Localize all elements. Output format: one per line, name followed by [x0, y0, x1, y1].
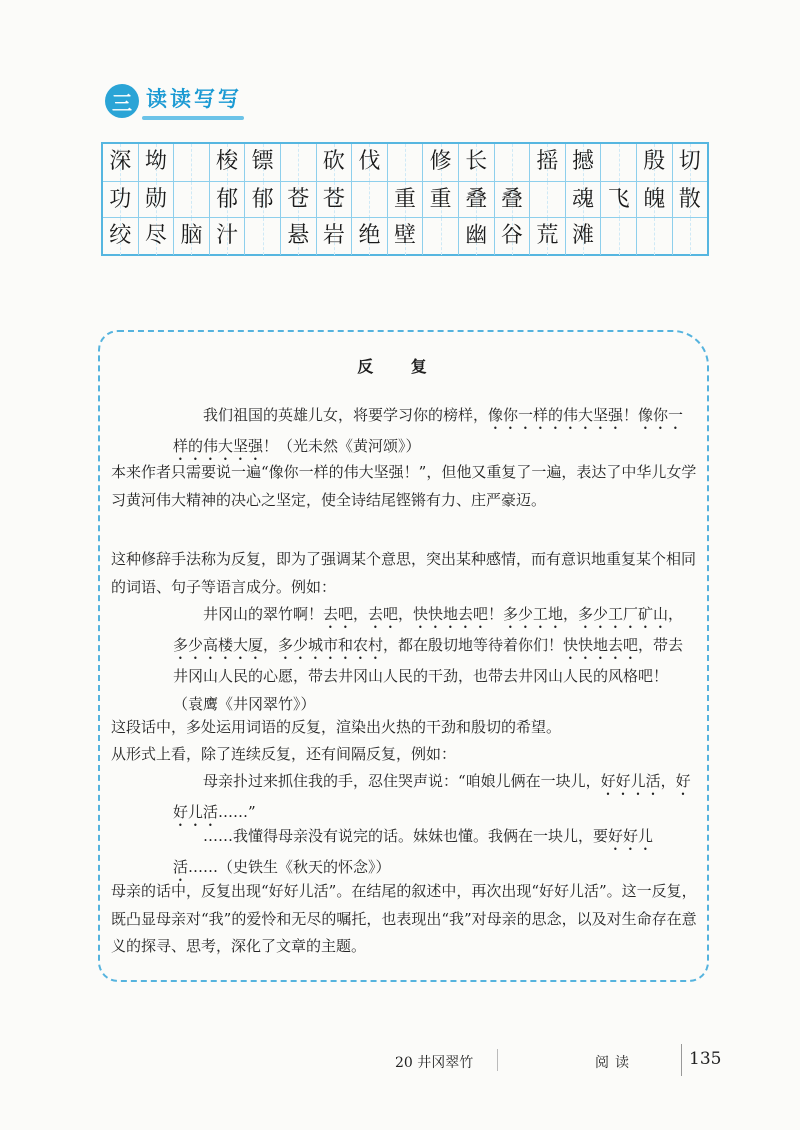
grid-cell: 汁 [210, 218, 246, 255]
grid-cell: 深 [103, 144, 139, 181]
grid-cell: 绝 [352, 218, 388, 255]
grid-cell: 梭 [210, 144, 246, 181]
grid-cell: 壁 [388, 218, 424, 255]
grid-cell: 魄 [637, 182, 673, 219]
grid-cell: 悬 [281, 218, 317, 255]
grid-cell [423, 218, 459, 255]
body-paragraph: 这段话中，多处运用词语的反复，渲染出火热的干劲和殷切的希望。 [111, 718, 562, 736]
footer-section: 阅读 [595, 1055, 635, 1071]
body-paragraph: 这种修辞手法称为反复，即为了强调某个意思，突出某种感情，而有意识地重复某个相同的词语、句子等语言成分。例如： [111, 550, 697, 596]
footer-divider [497, 1049, 498, 1071]
grid-cell: 重 [423, 182, 459, 219]
grid-cell: 滩 [566, 218, 602, 255]
grid-cell: 镖 [245, 144, 281, 181]
character-grid [101, 142, 709, 256]
grid-cell: 尽 [139, 218, 175, 255]
grid-cell: 殷 [637, 144, 673, 181]
grid-cell: 重 [388, 182, 424, 219]
grid-cell: 飞 [601, 182, 637, 219]
grid-cell: 叠 [459, 182, 495, 219]
grid-cell [174, 182, 210, 219]
example-quote-2: 母亲扑过来抓住我的手，忍住哭声说：“咱娘儿俩在一块儿，好好儿活，好好儿活……” [173, 772, 691, 821]
grid-cell: 修 [423, 144, 459, 181]
grid-row [103, 144, 707, 181]
section-title: 读读写写 [146, 87, 242, 111]
grid-row [103, 217, 707, 255]
grid-cell: 苍 [281, 182, 317, 219]
footer-divider [681, 1044, 682, 1076]
grid-cell: 叠 [495, 182, 531, 219]
grid-cell: 功 [103, 182, 139, 219]
grid-cell [530, 182, 566, 219]
grid-cell: 郁 [210, 182, 246, 219]
body-paragraph: 从形式上看，除了连续反复，还有间隔反复，例如： [111, 745, 457, 763]
grid-cell: 摇 [530, 144, 566, 181]
grid-cell: 岩 [317, 218, 353, 255]
grid-cell: 散 [673, 182, 708, 219]
grid-cell: 切 [673, 144, 708, 181]
grid-cell [673, 218, 708, 255]
grid-cell: 坳 [139, 144, 175, 181]
section-number-badge: 三 [105, 84, 139, 118]
grid-cell: 长 [459, 144, 495, 181]
grid-cell [388, 144, 424, 181]
body-paragraph: 本来作者只需要说一遍“像你一样的伟大坚强！”，但他又重复了一遍，表达了中华儿女学习黄河伟大精神的决心之坚定，使全诗结尾铿锵有力、庄严豪迈。 [111, 463, 697, 509]
grid-cell [601, 218, 637, 255]
example-paragraph-1: 我们祖国的英雄儿女，将要学习你的榜样，像你一样的伟大坚强！像你一样的伟大坚强！（光未然《黄河颂》） [173, 406, 684, 455]
page-number: 135 [689, 1049, 722, 1069]
body-paragraph: 母亲的话中，反复出现“好好儿活”。在结尾的叙述中，再次出现“好好儿活”。这一反复，既凸显母亲对“我”的爱怜和无尽的嘱托，也表现出“我”对母亲的思念，以及对生命存在意义的探寻、思考，深化了文章的主题。 [111, 882, 697, 955]
footer-chapter: 20 井冈翠竹 [395, 1055, 474, 1071]
grid-cell: 幽 [459, 218, 495, 255]
knowledge-box-title: 反 复 [357, 357, 443, 376]
grid-cell [352, 182, 388, 219]
example-quote-3: ……我懂得母亲没有说完的话。妹妹也懂。我俩在一块儿，要好好儿活……（史铁生《秋天的怀念》） [173, 827, 654, 876]
grid-cell: 伐 [352, 144, 388, 181]
grid-cell: 郁 [245, 182, 281, 219]
grid-cell: 绞 [103, 218, 139, 255]
example-quote-1: 井冈山的翠竹啊！去吧，去吧，快快地去吧！多少工地，多少工厂矿山，多少高楼大厦，多少城市和农村，都在殷切地等待着你们！快快地去吧，带去井冈山人民的心愿，带去井冈山人民的干劲，也带去井冈山人民的风格吧！（袁鹰《井冈翠竹》） [173, 605, 684, 713]
grid-cell: 脑 [174, 218, 210, 255]
section-title-underline [142, 116, 244, 120]
grid-cell: 荒 [530, 218, 566, 255]
grid-cell: 苍 [317, 182, 353, 219]
grid-cell: 勋 [139, 182, 175, 219]
grid-cell: 撼 [566, 144, 602, 181]
grid-row [103, 181, 707, 219]
grid-cell [281, 144, 317, 181]
grid-cell: 魂 [566, 182, 602, 219]
grid-cell: 谷 [495, 218, 531, 255]
grid-cell [245, 218, 281, 255]
grid-cell [174, 144, 210, 181]
grid-cell [495, 144, 531, 181]
grid-cell: 砍 [317, 144, 353, 181]
grid-cell [601, 144, 637, 181]
grid-cell [637, 218, 673, 255]
